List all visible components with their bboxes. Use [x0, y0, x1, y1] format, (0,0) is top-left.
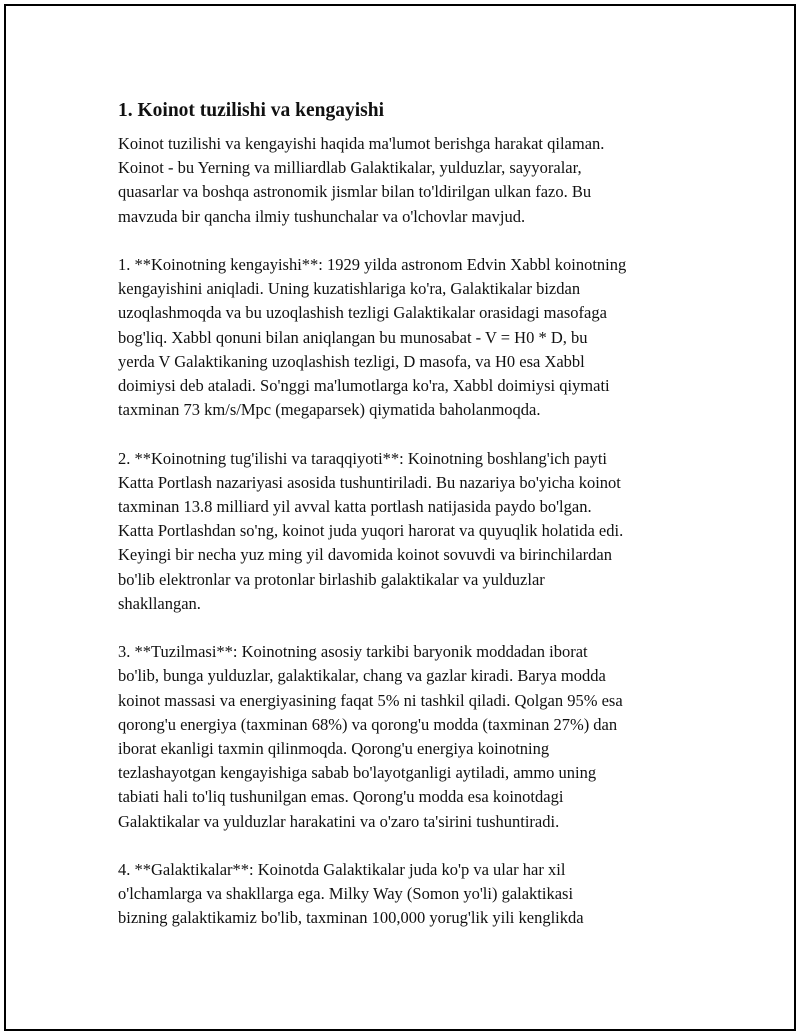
section-heading: 1. Koinot tuzilishi va kengayishi: [118, 100, 385, 121]
paragraph-structure: 3. **Tuzilmasi**: Koinotning asosiy tarkibi baryonik moddadan iborat bo'lib, bunga yulduzlar, galaktikalar, chang va gazlar kiradi. Barya modda koinot massasi va energiyasining faqat 5% ni tashkil qiladi. Qolgan 95% esa qorong'u energiya (taxminan 68%) va qorong'u modda (taxminan 27%) dan iborat ekanligi taxmin qilinmoqda. Qorong'u energiya koinotning tezlashayotgan kengayishiga sabab bo'layotganligi aytiladi, ammo uning tabiati hali to'liq tushunilgan emas. Qorong'u modda esa koinotdagi Galaktikalar va yulduzlar harakatini va o'zaro ta'sirini tushuntiradi.: [118, 642, 623, 831]
paragraph-galaxies: 4. **Galaktikalar**: Koinotda Galaktikalar juda ko'p va ular har xil o'lchamlarga va shakllarga ega. Milky Way (Somon yo'li) galaktikasi bizning galaktikamiz bo'lib, taxminan 100,000 yorug'lik yili kenglikda: [118, 860, 584, 928]
document-body: [118, 98, 718, 955]
intro-paragraph: Koinot tuzilishi va kengayishi haqida ma'lumot berishga harakat qilaman. Koinot - bu Yerning va milliardlab Galaktikalar, yulduzlar, sayyoralar, quasarlar va boshqa astronomik jismlar bilan to'ldirilgan ulkan fazo. Bu mavzuda bir qancha ilmiy tushunchalar va o'lchovlar mavjud.: [118, 134, 605, 226]
paragraph-expansion: 1. **Koinotning kengayishi**: 1929 yilda astronom Edvin Xabbl koinotning kengayishini aniqladi. Uning kuzatishlariga ko'ra, Galaktikalar bizdan uzoqlashmoqda va bu uzoqlashish tezligi Galaktikalar orasidagi masofaga bog'liq. Xabbl qonuni bilan aniqlangan bu munosabat - V = H0 * D, bu yerda V Galaktikaning uzoqlashish tezligi, D masofa, va H0 esa Xabbl doimiysi deb ataladi. So'nggi ma'lumotlarga ko'ra, Xabbl doimiysi qiymati taxminan 73 km/s/Mpc (megaparsek) qiymatida baholanmoqda.: [118, 255, 627, 420]
page-frame: [4, 4, 796, 1031]
paragraph-origin: 2. **Koinotning tug'ilishi va taraqqiyoti**: Koinotning boshlang'ich payti Katta Portlash nazariyasi asosida tushuntiriladi. Bu nazariya bo'yicha koinot taxminan 13.8 milliard yil avval katta portlash natijasida paydo bo'lgan. Katta Portlashdan so'ng, koinot juda yuqori harorat va quyuqlik holatida edi. Keyingi bir necha yuz ming yil davomida koinot sovuvdi va birinchilardan bo'lib elektronlar va protonlar birlashib galaktikalar va yulduzlar shakllangan.: [118, 448, 624, 613]
